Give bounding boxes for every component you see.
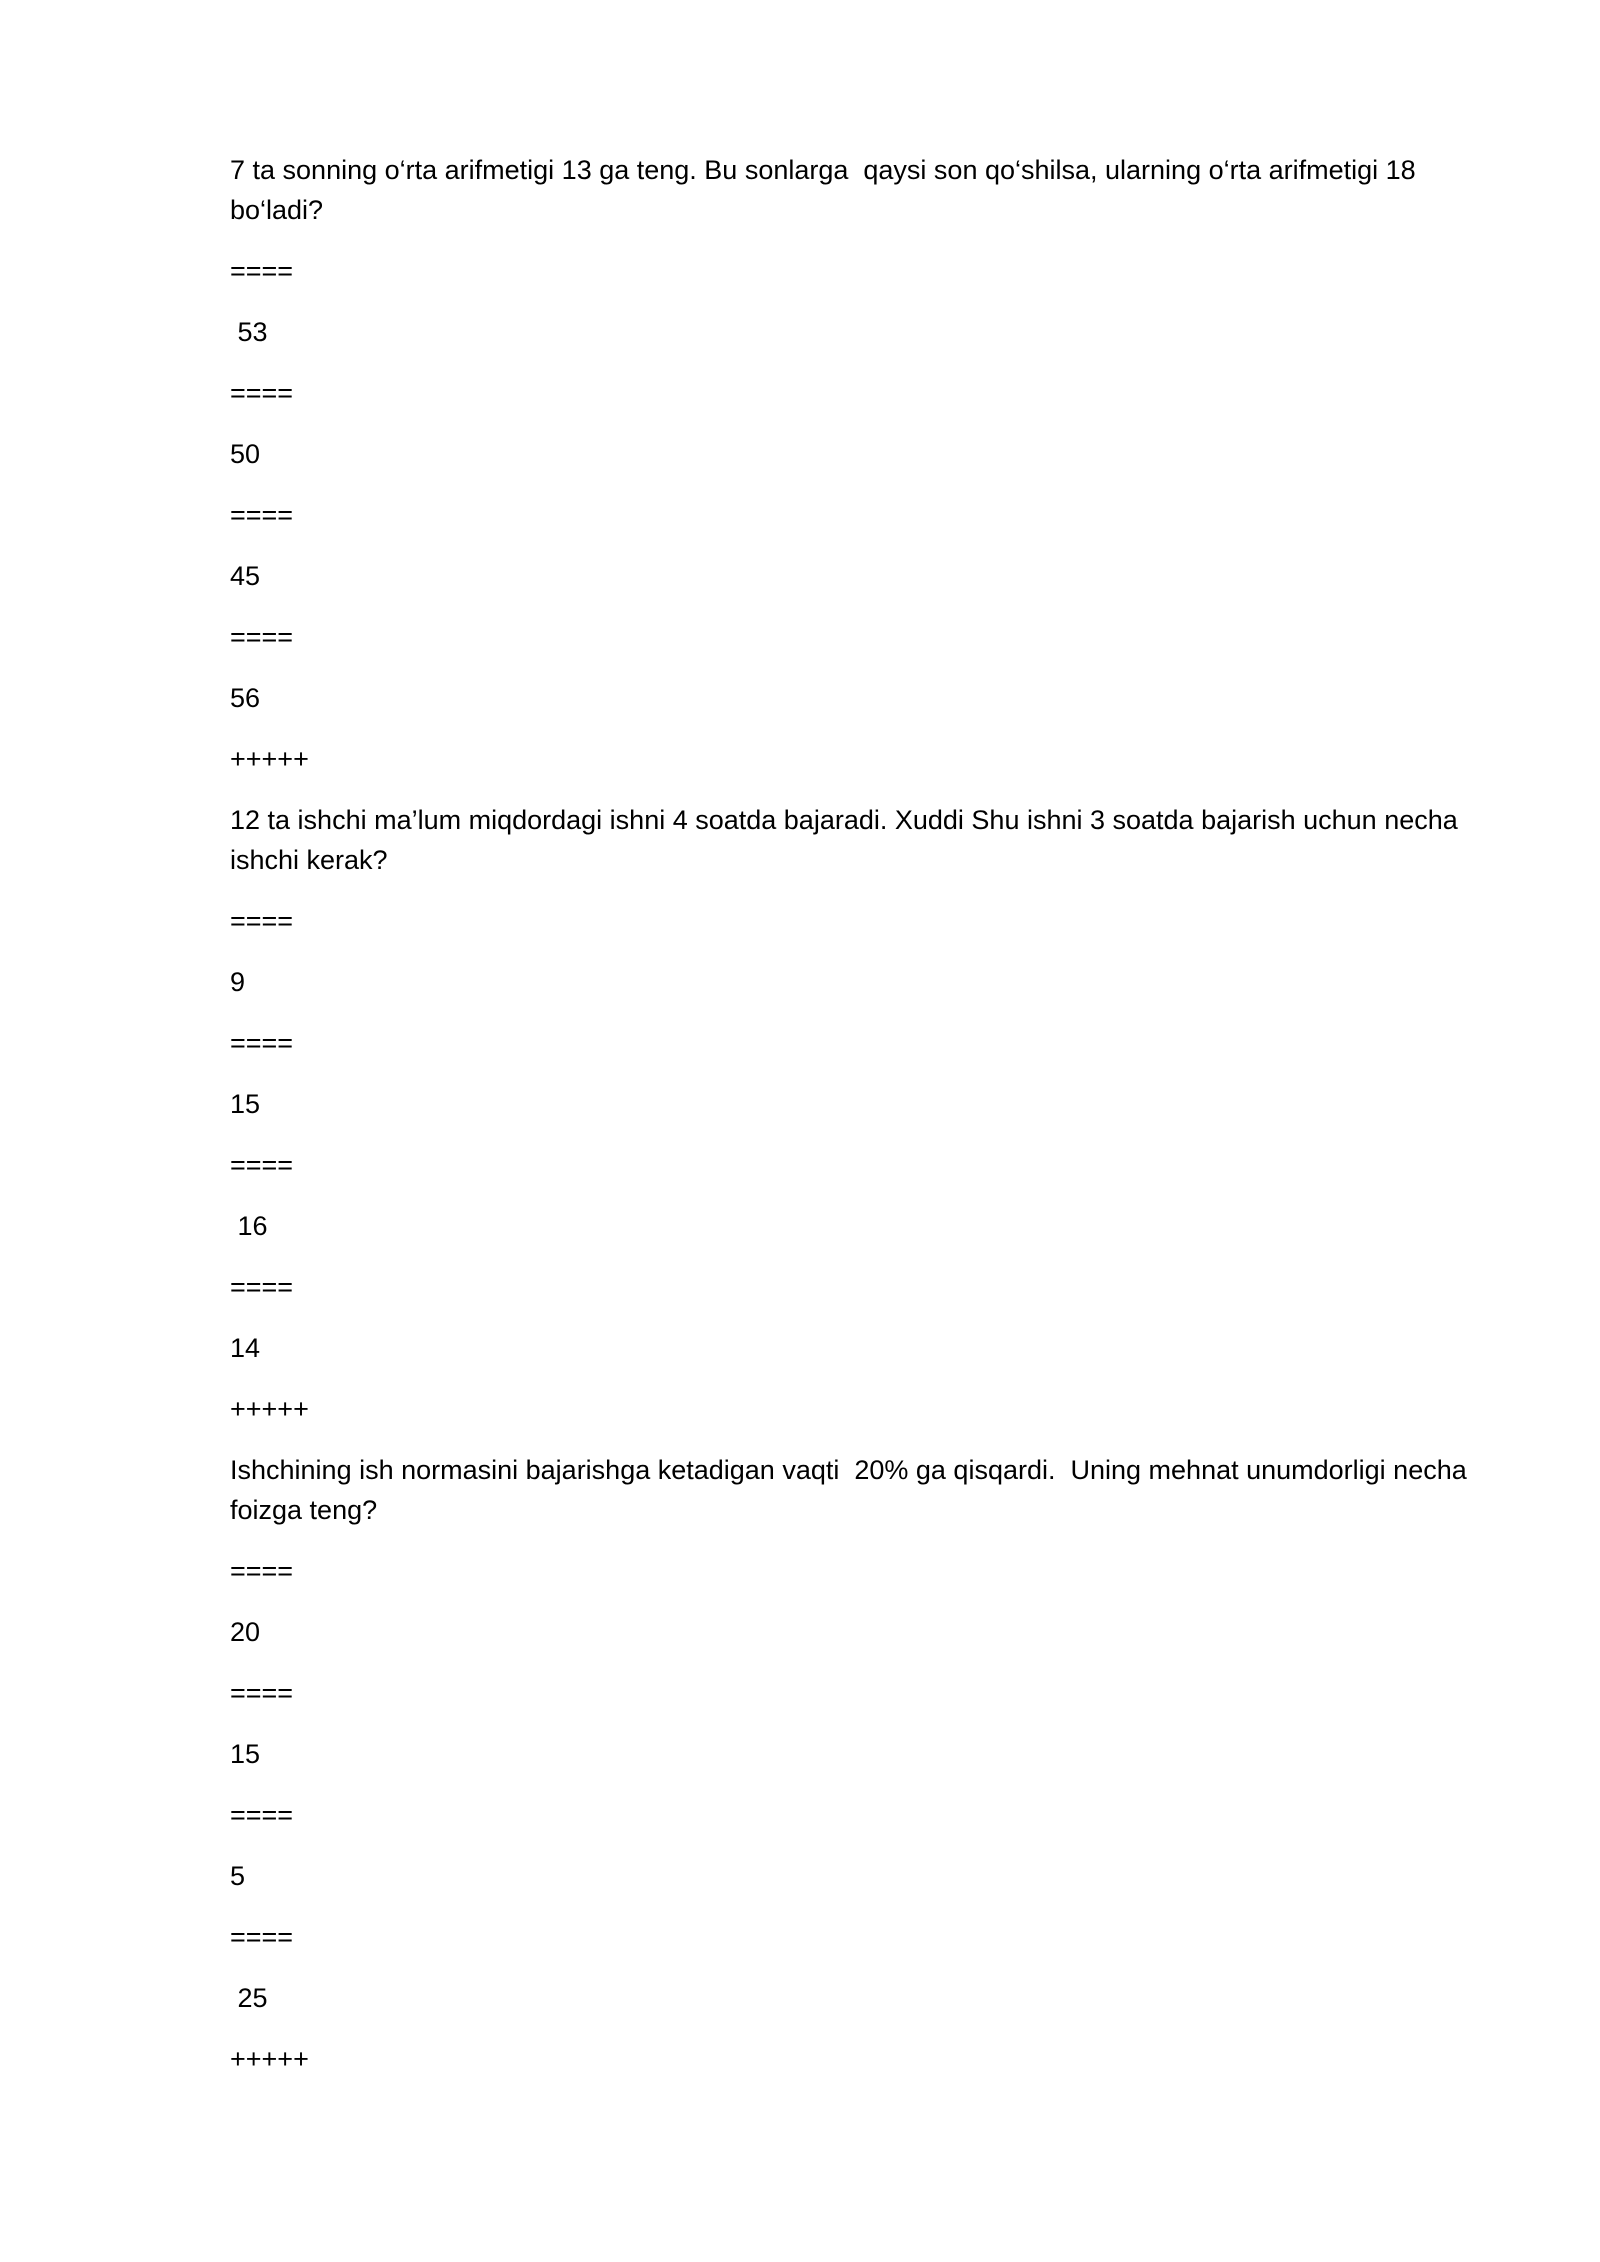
separator: ==== xyxy=(230,1678,294,1708)
question-text: 7 ta sonning o‘rta arifmetigi 13 ga teng. Bu sonlarga qaysi son qo‘shilsa, ularning o‘rta arifmetigi 18 bo‘ladi? xyxy=(230,155,1424,225)
separator: ==== xyxy=(230,1028,294,1058)
answer-option: 50 xyxy=(230,439,261,469)
answer-option: 53 xyxy=(230,317,268,347)
question-end-marker: +++++ xyxy=(230,1394,309,1424)
question-end-marker: +++++ xyxy=(230,2044,309,2074)
separator: ==== xyxy=(230,256,294,286)
answer-option: 15 xyxy=(230,1089,261,1119)
answer-option: 25 xyxy=(230,1983,268,2013)
question-block-2 xyxy=(230,800,1480,1429)
separator: ==== xyxy=(230,1150,294,1180)
separator: ==== xyxy=(230,1272,294,1302)
question-block-1 xyxy=(230,150,1480,779)
separator: ==== xyxy=(230,906,294,936)
answer-option: 15 xyxy=(230,1739,261,1769)
answer-option: 14 xyxy=(230,1333,261,1363)
answer-option: 5 xyxy=(230,1861,246,1891)
separator: ==== xyxy=(230,1922,294,1952)
separator: ==== xyxy=(230,378,294,408)
document-content xyxy=(230,150,1480,2100)
answer-option: 45 xyxy=(230,561,261,591)
question-text: Ishchining ish normasini bajarishga ketadigan vaqti 20% ga qisqardi. Uning mehnat unumdorligi necha foizga teng? xyxy=(230,1455,1475,1525)
separator: ==== xyxy=(230,622,294,652)
answer-option: 9 xyxy=(230,967,246,997)
separator: ==== xyxy=(230,1800,294,1830)
separator: ==== xyxy=(230,500,294,530)
separator: ==== xyxy=(230,1556,294,1586)
answer-option: 20 xyxy=(230,1617,261,1647)
question-text: 12 ta ishchi ma’lum miqdordagi ishni 4 soatda bajaradi. Xuddi Shu ishni 3 soatda bajarish uchun necha ishchi kerak? xyxy=(230,805,1466,875)
answer-option: 16 xyxy=(230,1211,268,1241)
answer-option: 56 xyxy=(230,683,261,713)
question-block-3 xyxy=(230,1450,1480,2079)
question-end-marker: +++++ xyxy=(230,744,309,774)
